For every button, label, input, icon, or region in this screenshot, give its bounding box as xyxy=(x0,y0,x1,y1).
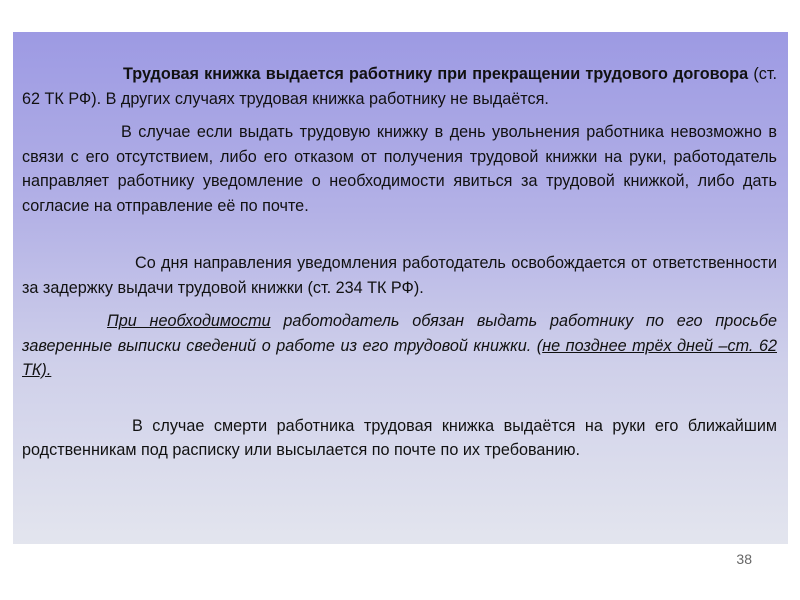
underlined-phrase: При необходимости xyxy=(107,312,271,330)
underlined-deadline: не позднее трёх дней –ст. 62 ТК). xyxy=(22,336,777,379)
paragraph-death-of-employee xyxy=(22,414,777,463)
bold-statement: Трудовая книжка выдается работнику при прекращении трудового договора xyxy=(123,65,749,83)
paragraph-text: (ст. 62 ТК РФ). В других случаях трудовая книжка работнику не выдаётся. xyxy=(22,65,777,108)
paragraph-text: работодатель обязан выдать работнику по его просьбе заверенные выписки сведений о работе из его трудовой книжки. ( xyxy=(22,312,778,355)
paragraph-text: Со дня направления уведомления работодатель освобождается от ответственности за задержку выдачи трудовой книжки (ст. 234 ТК РФ). xyxy=(22,254,777,297)
paragraph-liability-release xyxy=(22,251,777,300)
paragraph-certified-extracts xyxy=(22,309,777,383)
page-number: 38 xyxy=(736,551,752,567)
paragraph-absence-notice xyxy=(22,120,777,218)
paragraph-text: В случае если выдать трудовую книжку в день увольнения работника невозможно в связи с его отсутствием, либо его отказом от получения трудовой книжки на руки, работодатель направляет работнику уведомление о необходимости явиться за трудовой книжкой, либо дать согласие на отправление её по почте. xyxy=(22,123,777,215)
content-panel xyxy=(13,32,788,544)
paragraph-issue-on-termination xyxy=(22,62,777,111)
paragraph-text: В случае смерти работника трудовая книжка выдаётся на руки его ближайшим родственникам под расписку или высылается по почте по их требованию. xyxy=(22,416,777,459)
